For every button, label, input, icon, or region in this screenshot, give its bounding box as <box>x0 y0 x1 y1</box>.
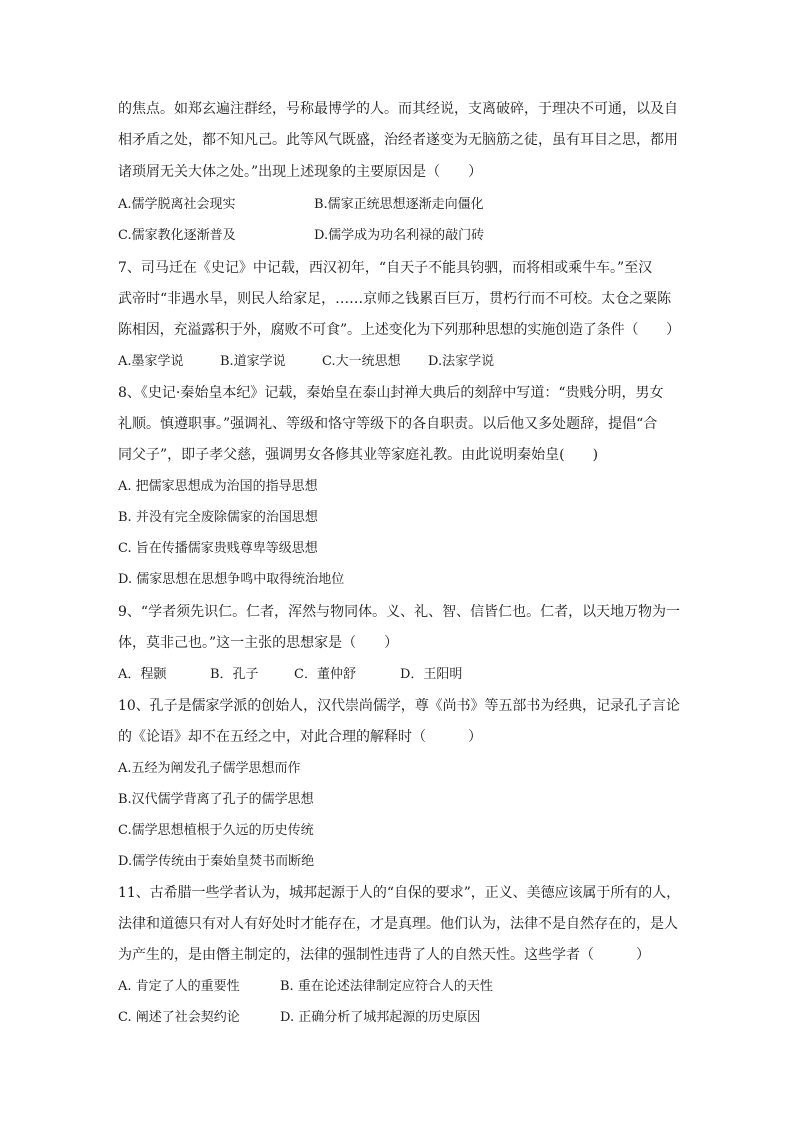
q6-option-b: B.儒家正统思想逐渐走向僵化 <box>314 197 484 212</box>
q9-line-2: 体，莫非己也。”这一主张的思想家是（ ） <box>118 635 399 651</box>
q11-option-b: B. 重在论述法律制定应符合人的天性 <box>280 979 493 994</box>
q11-line-3: 为产生的，是由僭主制定的，法律的强制性违背了人的自然天性。这些学者（ ） <box>118 947 650 963</box>
q8-line-1: 8、《史记·秦始皇本纪》记载，秦始皇在泰山封禅大典后的刻辞中写道：“贵贱分明，男女 <box>118 385 664 401</box>
q6-line-2: 相矛盾之处，都不知凡己。此等风气既盛，治经者遂变为无脑筋之徒，虽有耳目之思，都用 <box>118 132 678 148</box>
q7-line-1: 7、司马迁在《史记》中记载，西汉初年，“自天子不能具钧驷，而将相或乘牛车。”至汉 <box>118 260 653 276</box>
q8-option-d: D. 儒家思想在思想争鸣中取得统治地位 <box>118 572 345 587</box>
q6-option-d: D.儒学成为功名利禄的敲门砖 <box>314 228 485 243</box>
q6-option-a: A.儒学脱离社会现实 <box>118 197 236 212</box>
q7-option-d: D.法家学说 <box>428 354 495 369</box>
q8-option-b: B. 并没有完全废除儒家的治国思想 <box>118 510 318 525</box>
q6-line-1: 的焦点。如郑玄遍注群经，号称最博学的人。而其经说，支离破碎，于理决不可通，以及自 <box>118 101 678 117</box>
q11-option-a: A. 肯定了人的重要性 <box>118 979 240 994</box>
q10-option-c: C.儒学思想植根于久远的历史传统 <box>118 823 314 838</box>
q11-option-c: C. 阐述了社会契约论 <box>118 1010 240 1025</box>
q10-option-b: B.汉代儒学背离了孔子的儒学思想 <box>118 792 314 807</box>
q8-line-2: 礼顺。慎遵职事。”强调礼、等级和恪守等级下的各自职责。以后他又多处题辞，提倡“合 <box>118 416 658 432</box>
q7-option-a: A.墨家学说 <box>118 354 184 369</box>
q10-line-2: 的《论语》却不在五经之中，对此合理的解释时（ ） <box>118 729 482 745</box>
q8-option-a: A. 把儒家思想成为治国的指导思想 <box>118 479 318 494</box>
q6-line-3: 诸琐屑无关大体之处。”出现上述现象的主要原因是（ ） <box>118 164 483 180</box>
q7-option-b: B.道家学说 <box>220 354 286 369</box>
q6-option-c: C.儒家教化逐渐普及 <box>118 228 236 243</box>
q11-option-d: D. 正确分析了城邦起源的历史原因 <box>280 1010 481 1025</box>
q7-line-2: 武帝时“非遇水旱，则民人给家足，……京师之钱累百巨万，贯朽行而不可校。太仓之粟陈 <box>118 291 672 307</box>
q9-option-d: D．王阳明 <box>400 667 463 682</box>
q10-line-1: 10、孔子是儒家学派的创始人，汉代崇尚儒学，尊《尚书》等五部书为经典，记录孔子言论 <box>118 698 680 714</box>
q11-line-2: 法律和道德只有对人有好处时才能存在，才是真理。他们认为，法律不是自然存在的，是人 <box>118 916 678 932</box>
q7-line-3: 陈相因，充溢露积于外，腐败不可食”。上述变化为下列那种思想的实施创造了条件（ ） <box>118 322 681 338</box>
q11-line-1: 11、古希腊一些学者认为，城邦起源于人的“自保的要求”，正义、美德应该属于所有的人， <box>118 885 681 901</box>
q9-option-c: C．董仲舒 <box>294 667 356 682</box>
q7-option-c: C.大一统思想 <box>322 354 401 369</box>
q8-line-3: 同父子”，即子孝父慈，强调男女各修其业等家庭礼教。由此说明秦始皇( ) <box>118 447 599 463</box>
q8-option-c: C. 旨在传播儒家贵贱尊卑等级思想 <box>118 541 318 556</box>
q9-line-1: 9、“学者须先识仁。仁者，浑然与物同体。义、礼、智、信皆仁也。仁者，以天地万物为一 <box>118 604 681 620</box>
q9-option-a: A．程颢 <box>118 667 167 682</box>
q10-option-d: D.儒学传统由于秦始皇焚书而断绝 <box>118 854 315 869</box>
q10-option-a: A.五经为阐发孔子儒学思想而作 <box>118 761 301 776</box>
q9-option-b: B．孔子 <box>210 667 259 682</box>
